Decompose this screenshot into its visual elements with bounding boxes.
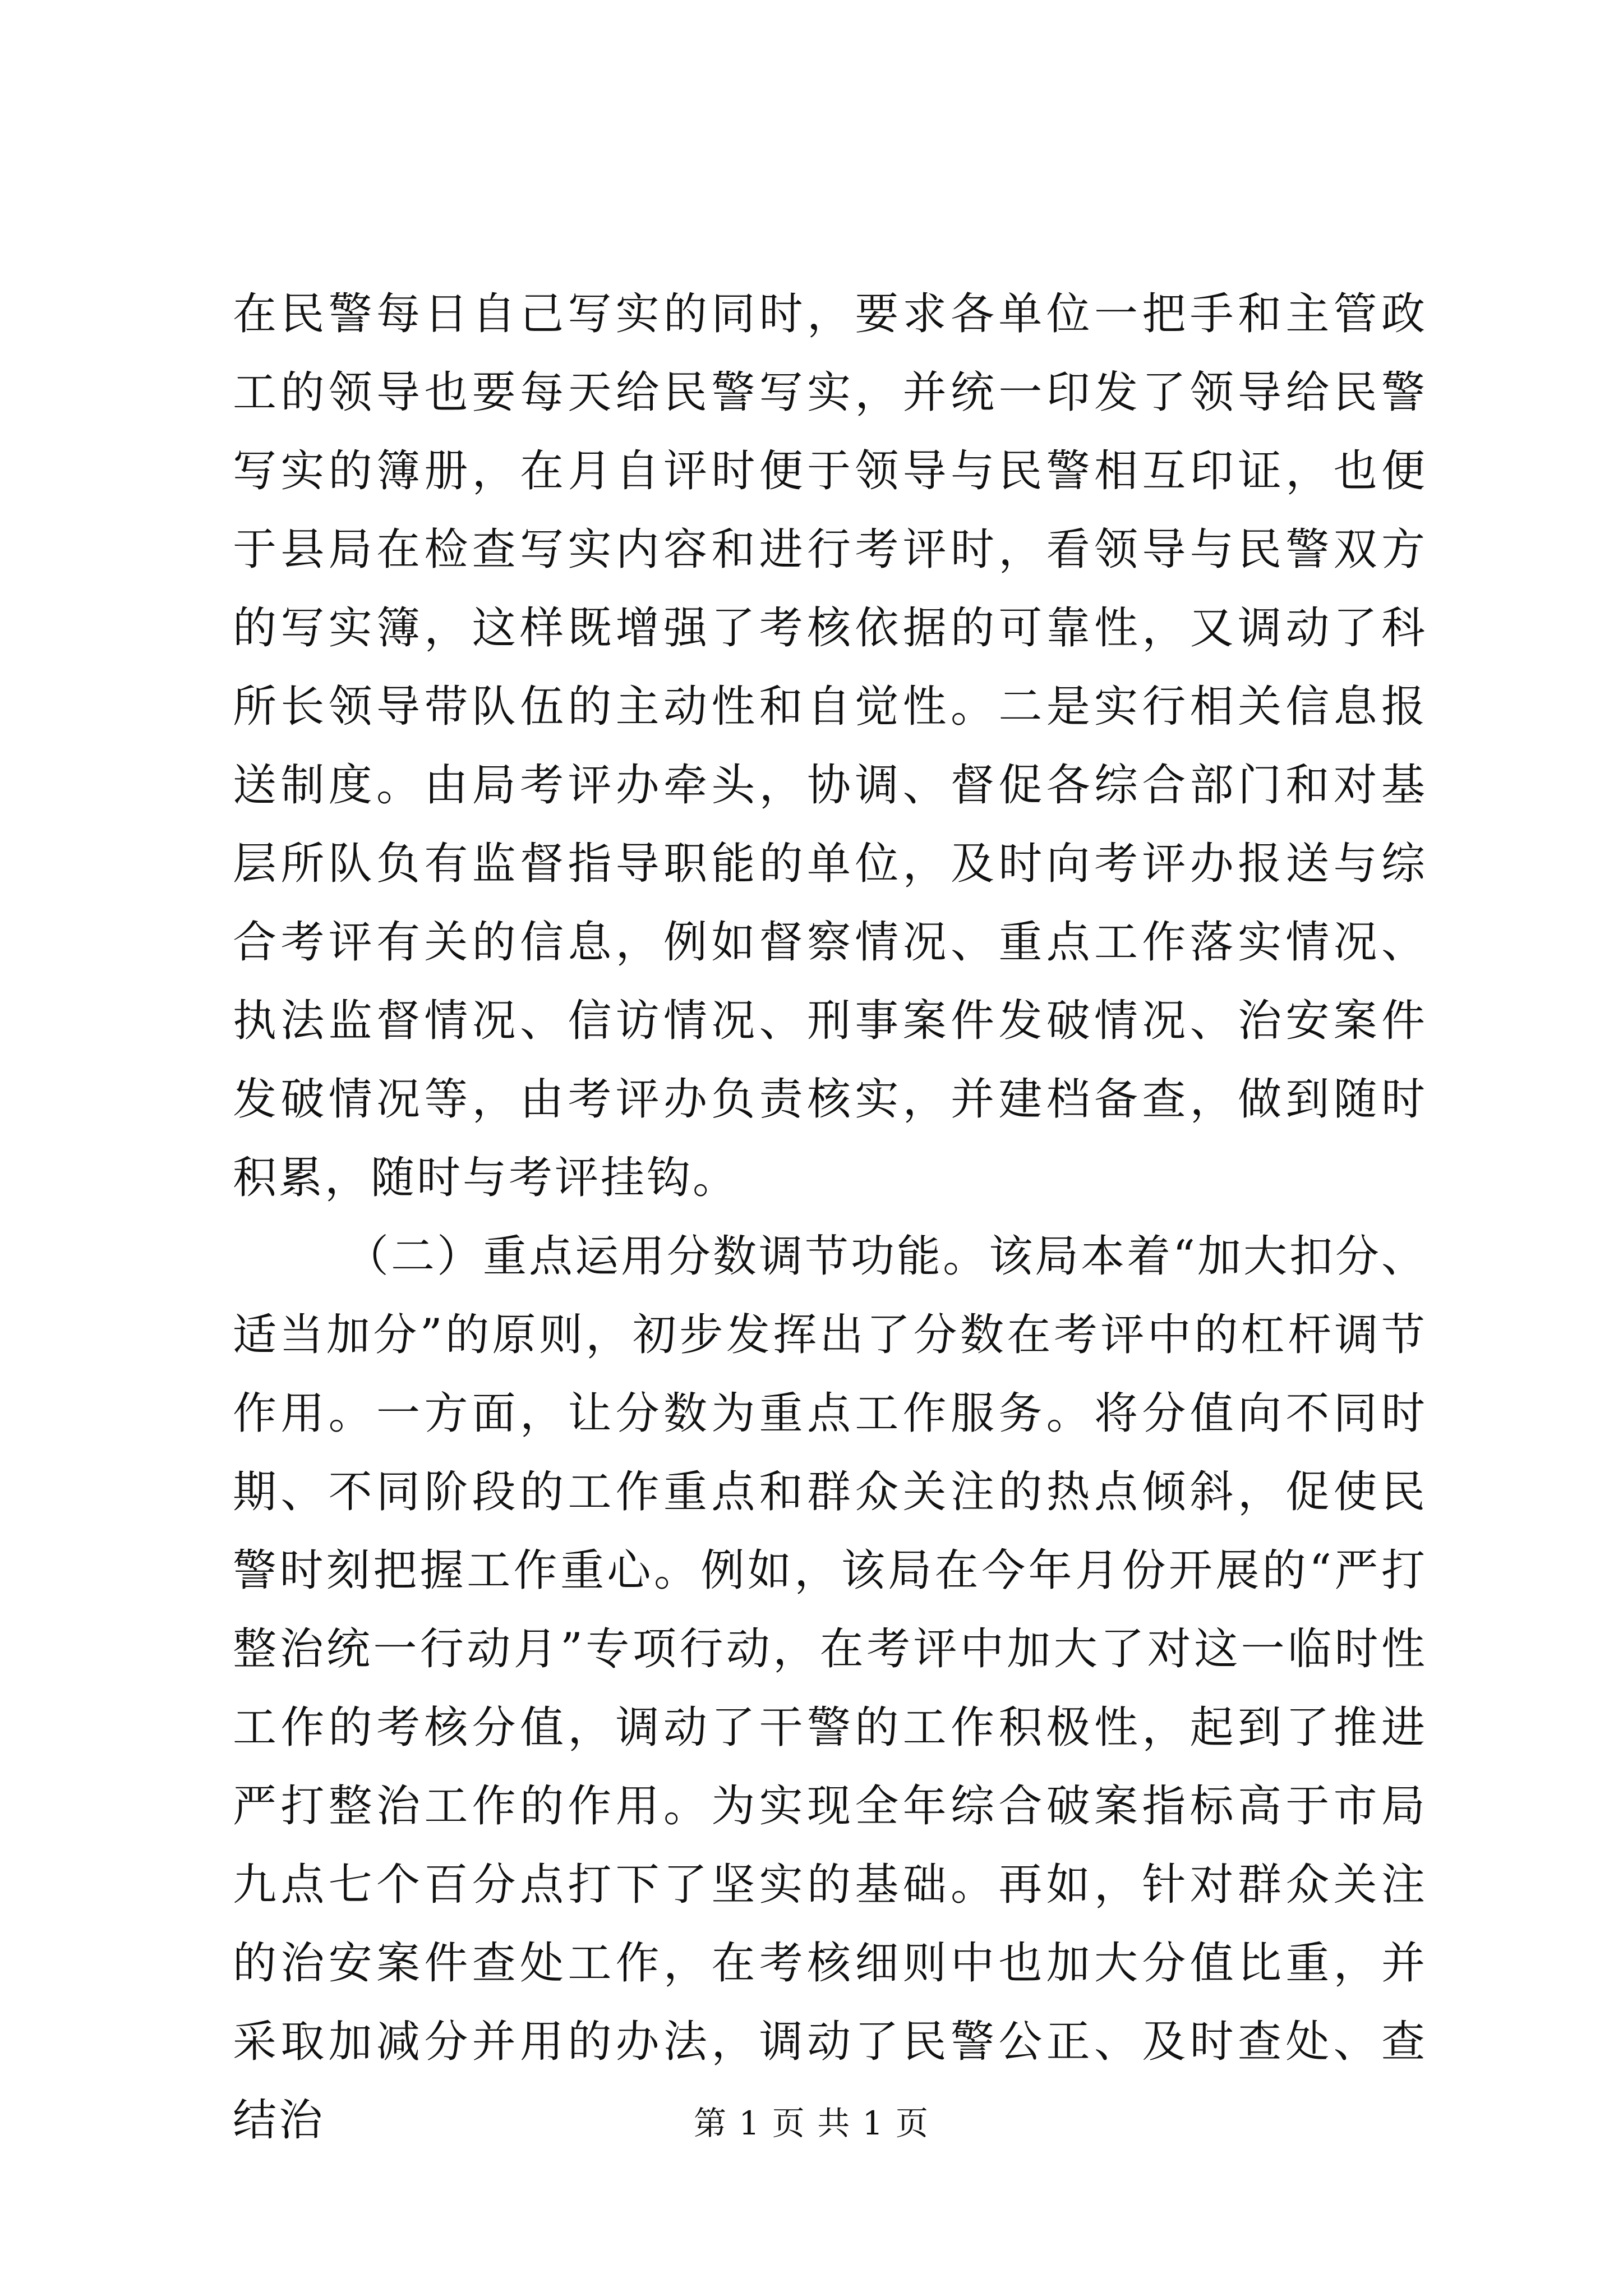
page-number-footer: 第 1 页 共 1 页 — [694, 2104, 929, 2142]
paragraph-2: （二）重点运用分数调节功能。该局本着“加大扣分、适当加分”的原则，初步发挥出了分数在考评中的杠杆调节作用。一方面，让分数为重点工作服务。将分值向不同时期、不同阶段的工作重点和群众关注的热点倾斜，促使民警时刻把握工作重心。例如，该局在今年月份开展的“严打整治统一行动月”专项行动，在考评中加大了对这一临时性工作的考核分值，调动了干警的工作积极性，起到了推进严打整治工作的作用。为实现全年综合破案指标高于市局九点七个百分点打下了坚实的基础。再如，针对群众关注的治安案件查处工作，在考核细则中也加大分值比重，并采取加减分并用的办法，调动了民警公正、及时查处、查结治 — [233, 1231, 1427, 2146]
document-body — [233, 275, 1427, 2160]
paragraph-1: 在民警每日自己写实的同时，要求各单位一把手和主管政工的领导也要每天给民警写实，并统一印发了领导给民警写实的簿册，在月自评时便于领导与民警相互印证，也便于县局在检查写实内容和进行考评时，看领导与民警双方的写实簿，这样既增强了考核依据的可靠性，又调动了科所长领导带队伍的主动性和自觉性。二是实行相关信息报送制度。由局考评办牵头，协调、督促各综合部门和对基层所队负有监督指导职能的单位，及时向考评办报送与综合考评有关的信息，例如督察情况、重点工作落实情况、执法监督情况、信访情况、刑事案件发破情况、治安案件发破情况等，由考评办负责核实，并建档备查，做到随时积累，随时与考评挂钩。 — [233, 289, 1427, 1203]
